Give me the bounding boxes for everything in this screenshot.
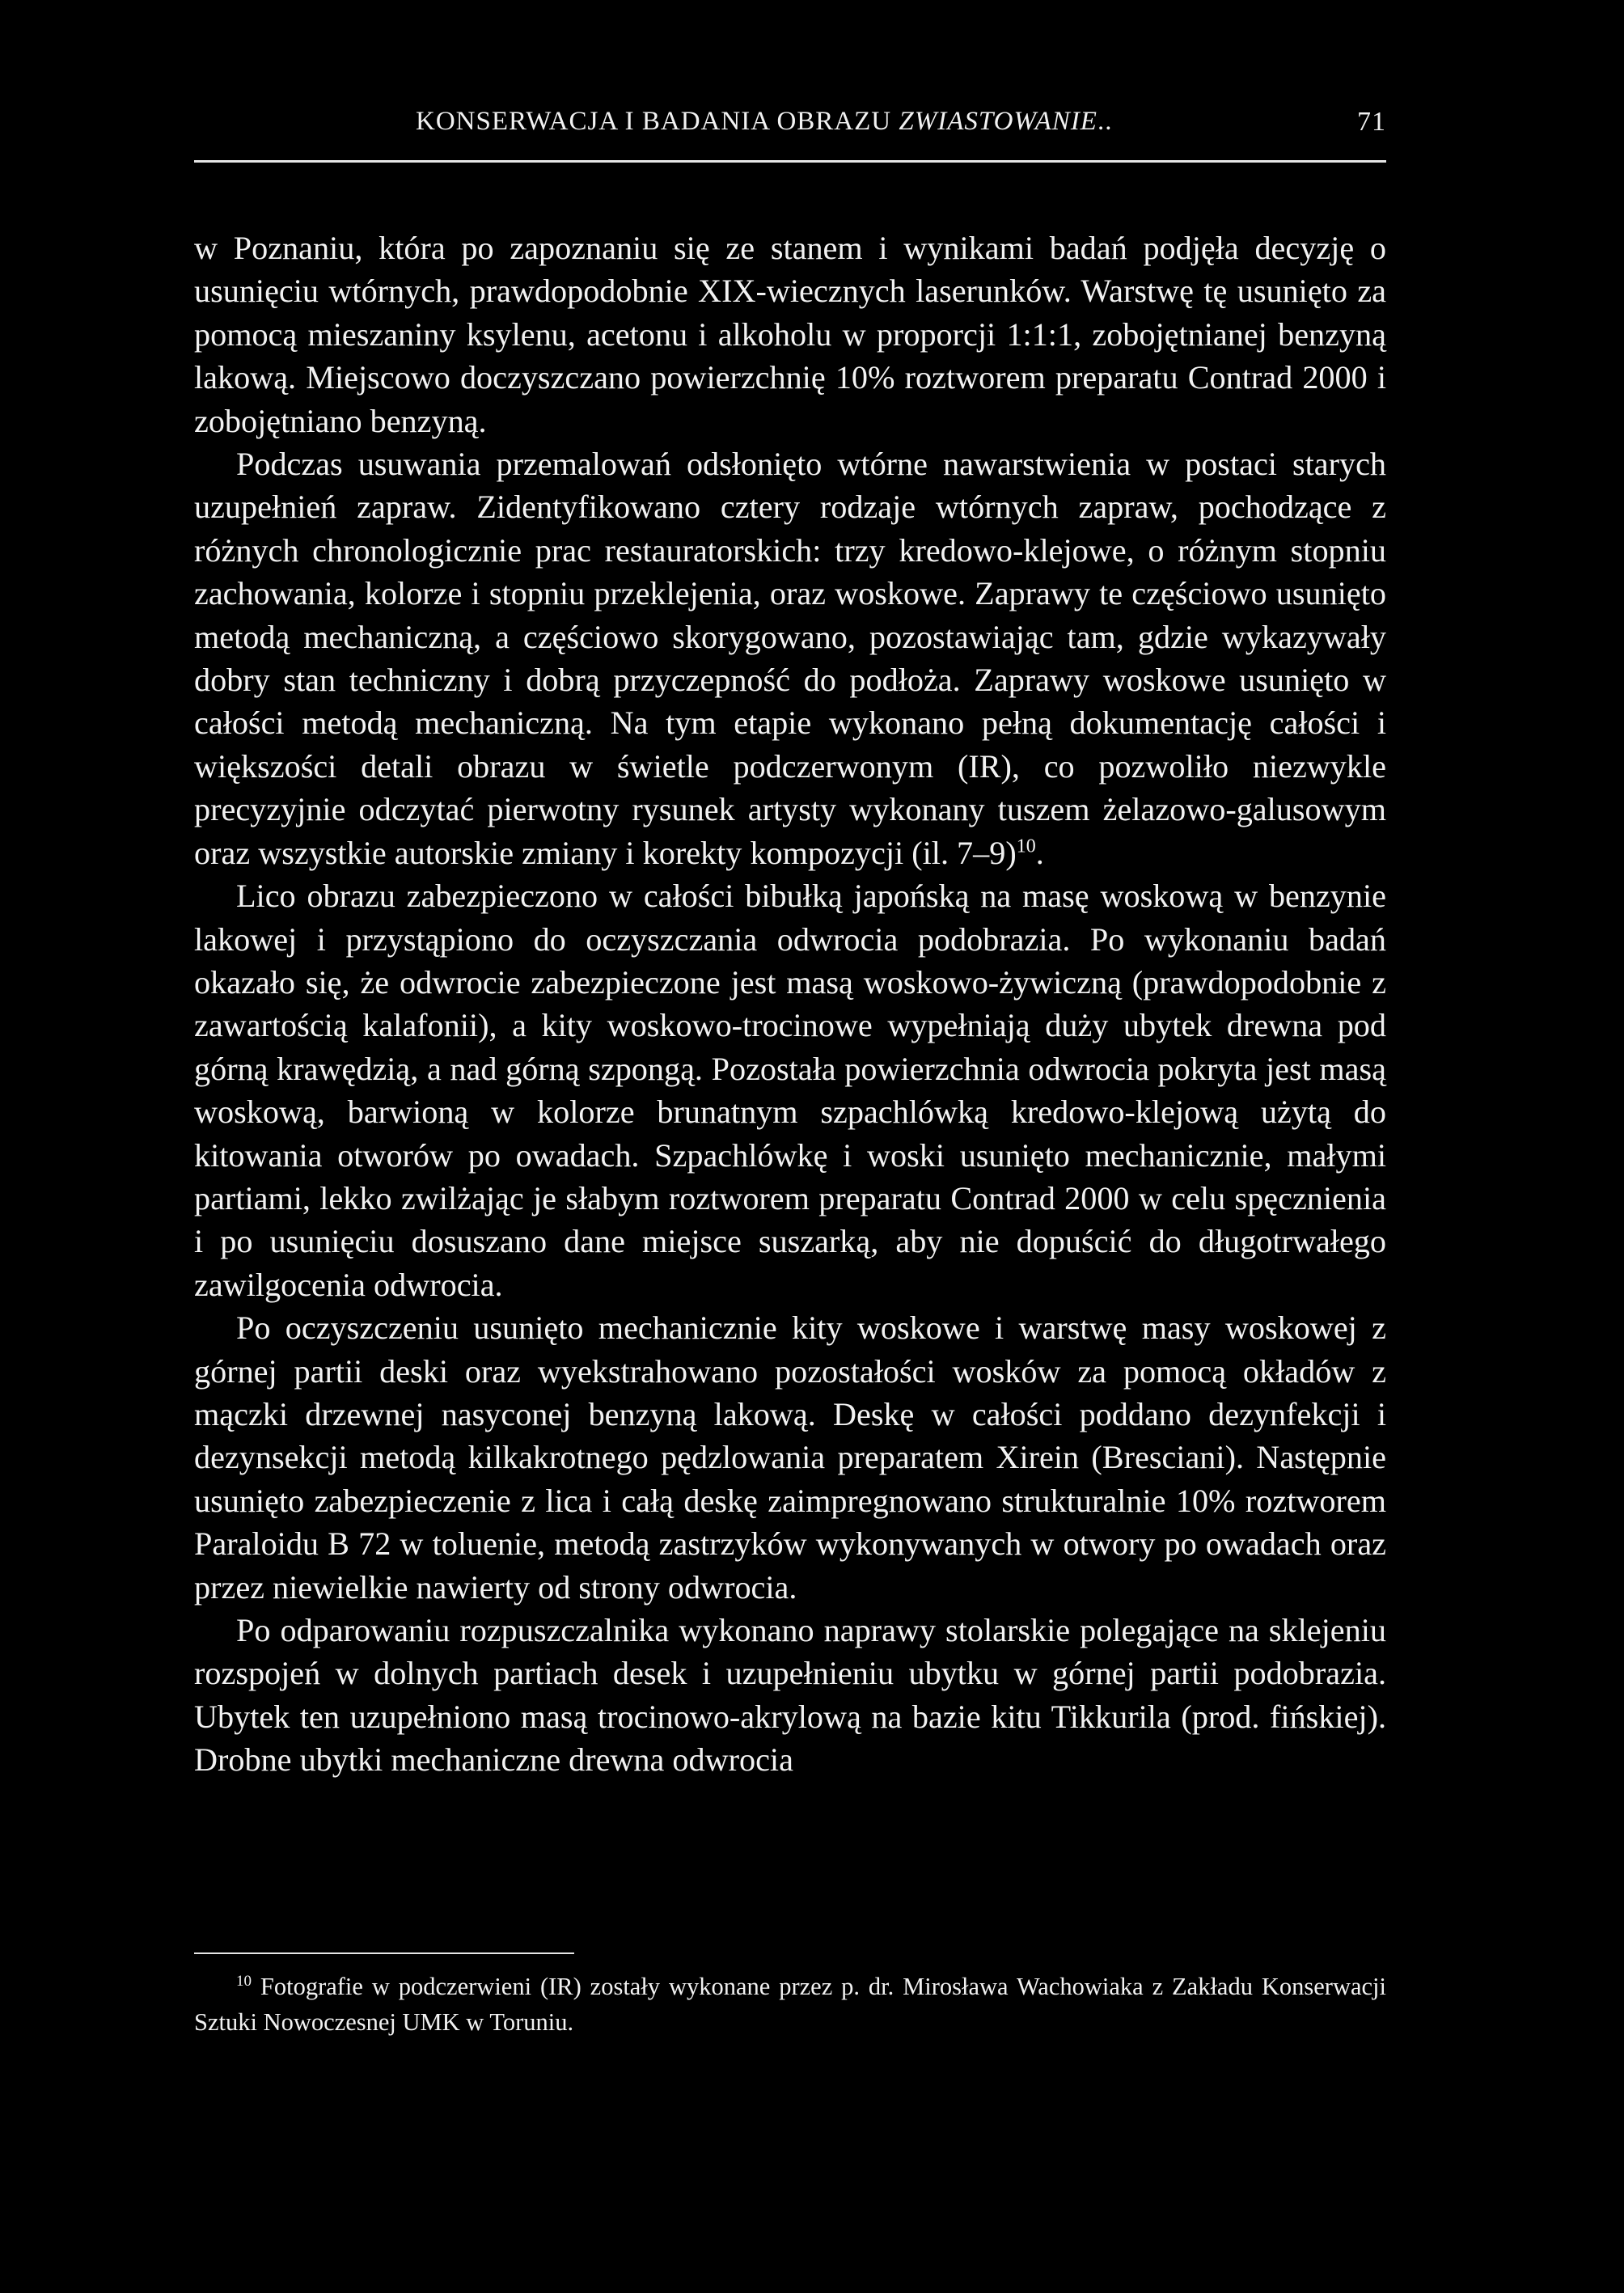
- running-head-title-suffix: ..: [1097, 107, 1113, 136]
- footnote: [194, 1969, 1386, 2040]
- running-head-title: [416, 107, 1112, 137]
- footnote-reference[interactable]: 10: [1016, 836, 1036, 857]
- paragraph-2: [194, 442, 1386, 874]
- header-rule: [194, 160, 1386, 163]
- paragraph-3: Lico obrazu zabezpieczono w całości bibułką japońską na masę woskową w benzynie lakowej i przystąpiono do oczyszczania odwrocia podobrazia. Po wykonaniu badań okazało się, że odwrocie zabezpieczone jest masą woskowo-żywiczną (prawdopodobnie z zawartością kalafonii), a kity woskowo-trocinowe wypełniają duży ubytek drewna pod górną krawędzią, a nad górną szpongą. Pozostała powierzchnia odwrocia pokryta jest masą woskową, barwioną w kolorze brunatnym szpachlówką kredowo-klejową użytą do kitowania otworów po owadach. Szpachlówkę i woski usunięto mechanicznie, małymi partiami, lekko zwilżając je słabym roztworem preparatu Contrad 2000 w celu spęcznienia i po usunięciu dosuszano dane miejsce suszarką, aby nie dopuścić do długotrwałego zawilgocenia odwrocia.: [194, 878, 1386, 1303]
- footnote-text: Fotografie w podczerwieni (IR) zostały wykonane przez p. dr. Mirosława Wachowiaka z Zakładu Konserwacji Sztuki Nowoczesnej UMK w Toruniu.: [194, 1973, 1386, 2036]
- footnote-number: 10: [236, 1972, 252, 1990]
- running-head-title-italic: ZWIASTOWANIE: [899, 107, 1097, 136]
- paragraph-4: Po oczyszczeniu usunięto mechanicznie kity woskowe i warstwę masy woskowej z górnej partii deski oraz wyekstrahowano pozostałości wosków za pomocą okładów z mączki drzewnej nasyconej benzyną lakową. Deskę w całości poddano dezynfekcji i dezynsekcji metodą kilkakrotnego pędzlowania preparatem Xirein (Bresciani). Następnie usunięto zabezpieczenie z lica i całą deskę zaimpregnowano strukturalnie 10% roztworem Paraloidu B 72 w toluenie, metodą zastrzyków wykonywanych w otwory po owadach oraz przez niewielkie nawierty od strony odwrocia.: [194, 1309, 1386, 1606]
- paragraph-5: Po odparowaniu rozpuszczalnika wykonano naprawy stolarskie polegające na sklejeniu rozspojeń w dolnych partiach desek i uzupełnieniu ubytku w górnej partii podobrazia. Ubytek ten uzupełniono masą trocinowo-akrylową na bazie kitu Tikkurila (prod. fińskiej). Drobne ubytki mechaniczne drewna odwrocia: [194, 1612, 1386, 1779]
- body-text: [194, 226, 1386, 1782]
- paragraph-2-text: Podczas usuwania przemalowań odsłonięto wtórne nawarstwienia w postaci starych uzupełnień zapraw. Zidentyfikowano cztery rodzaje wtórnych zapraw, pochodzące z różnych chronologicznie prac restauratorskich: trzy kredowo-klejowe, o różnym stopniu zachowania, kolorze i stopniu przeklejenia, oraz woskowe. Zaprawy te częściowo usunięto metodą mechaniczną, a częściowo skorygowano, pozostawiając tam, gdzie wykazywały dobry stan techniczny i dobrą przyczepność do podłoża. Zaprawy woskowe usunięto w całości metodą mechaniczną. Na tym etapie wykonano pełną dokumentację całości i większości detali obrazu w świetle podczerwonym (IR), co pozwoliło niezwykle precyzyjnie odczytać pierwotny rysunek artysty wykonany tuszem żelazowo-galusowym oraz wszystkie autorskie zmiany i korekty kompozycji (il. 7–9): [194, 446, 1386, 871]
- document-page: [194, 0, 1386, 2293]
- paragraph-1: w Poznaniu, która po zapoznaniu się ze stanem i wynikami badań podjęła decyzję o usunięciu wtórnych, prawdopodobnie XIX-wiecznych laserunków. Warstwę tę usunięto za pomocą mieszaniny ksylenu, acetonu i alkoholu w proporcji 1:1:1, zobojętnianej benzyną lakową. Miejscowo doczyszczano powierzchnię 10% roztworem preparatu Contrad 2000 i zobojętniano benzyną.: [194, 230, 1386, 439]
- running-head: [194, 107, 1386, 152]
- running-head-title-roman: KONSERWACJA I BADANIA OBRAZU: [416, 107, 899, 136]
- footnote-rule: [194, 1952, 574, 1954]
- page-number: 71: [1357, 107, 1386, 137]
- paragraph-2-end: .: [1035, 834, 1044, 871]
